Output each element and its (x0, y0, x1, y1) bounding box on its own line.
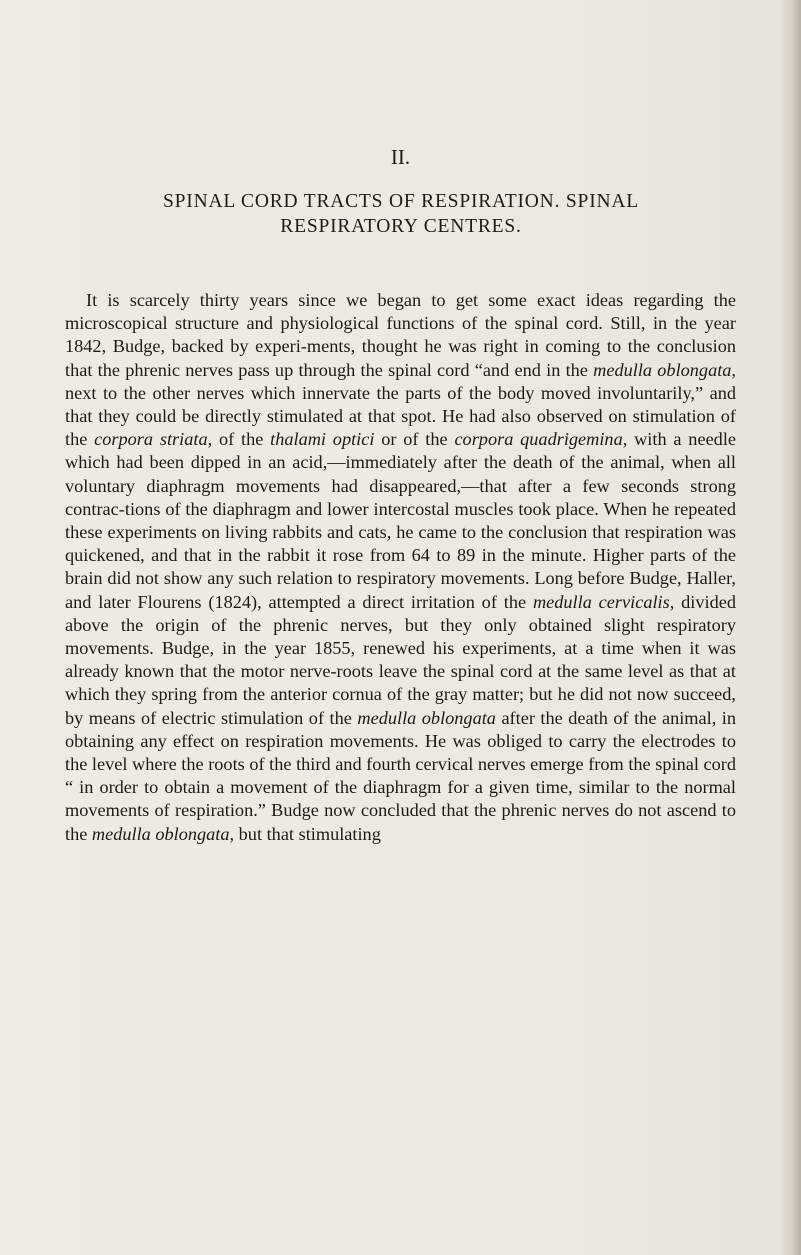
text-run: next to the other nerves which innervate the parts of the body moved involuntarily,” and that they could be directly stimulated at that spot. He had also observed on stimulation of the (65, 382, 736, 450)
italic-term: corpora striata, (94, 429, 213, 450)
body-paragraph (65, 289, 736, 846)
text-run: It is scarcely thirty years since we began to get some exact ideas regarding the microscopical structure and physiological functions of the spinal cord. Still, in the year 1842, Budge, backed by experi-ments, thought he was right in coming to the conclusion that the phrenic nerves pass up through the spinal cord “and end in the (65, 290, 736, 380)
text-run: after the death of the animal, in obtaining any effect on respiration movements. He was obliged to carry the electrodes to the level where the roots of the third and fourth cervical nerves emerge from the spinal cord “ in order to obtain a movement of the diaphragm for a given time, similar to the normal movements of respiration.” Budge now concluded that the phrenic nerves do not ascend to the (65, 707, 736, 844)
italic-term: medulla oblongata (357, 707, 496, 728)
italic-term: thalami optici (270, 429, 375, 450)
chapter-number: II. (390, 145, 411, 169)
text-run: divided above the origin of the phrenic nerves, but they only obtained slight respiratory movements. Budge, in the year 1855, renewed his experiments, at a time when it was already known that the motor nerve-roots leave the spinal cord at the same level as that at which they spring from the anterior cornua of the gray matter; but he did not now succeed, by means of electric stimulation of the (65, 591, 736, 728)
text-run: or of the (374, 429, 455, 450)
text-run: but that stimulating (234, 823, 381, 844)
italic-term: medulla oblongata, (593, 359, 737, 380)
text-run: of the (212, 429, 271, 450)
italic-term: corpora quadrigemina, (454, 429, 628, 450)
text-run: with a needle which had been dipped in an acid,—immediately after the death of the animal, when all voluntary diaphragm movements had disappeared,—that after a few seconds strong contrac-tions of the diaphragm and lower intercostal muscles took place. When he repeated these experiments on living rabbits and cats, he came to the conclusion that respiration was quickened, and that in the rabbit it rose from 64 to 89 in the minute. Higher parts of the brain did not show any such relation to respiratory movements. Long before Budge, Haller, and later Flourens (1824), attempted a direct irritation of the (65, 429, 737, 612)
page-edge-shadow (779, 0, 801, 1255)
chapter-title: SPINAL CORD TRACTS OF RESPIRATION. SPINAL RESPIRATORY CENTRES. (163, 191, 639, 237)
italic-term: medulla cervicalis, (532, 591, 675, 612)
italic-term: medulla oblongata, (91, 823, 235, 844)
